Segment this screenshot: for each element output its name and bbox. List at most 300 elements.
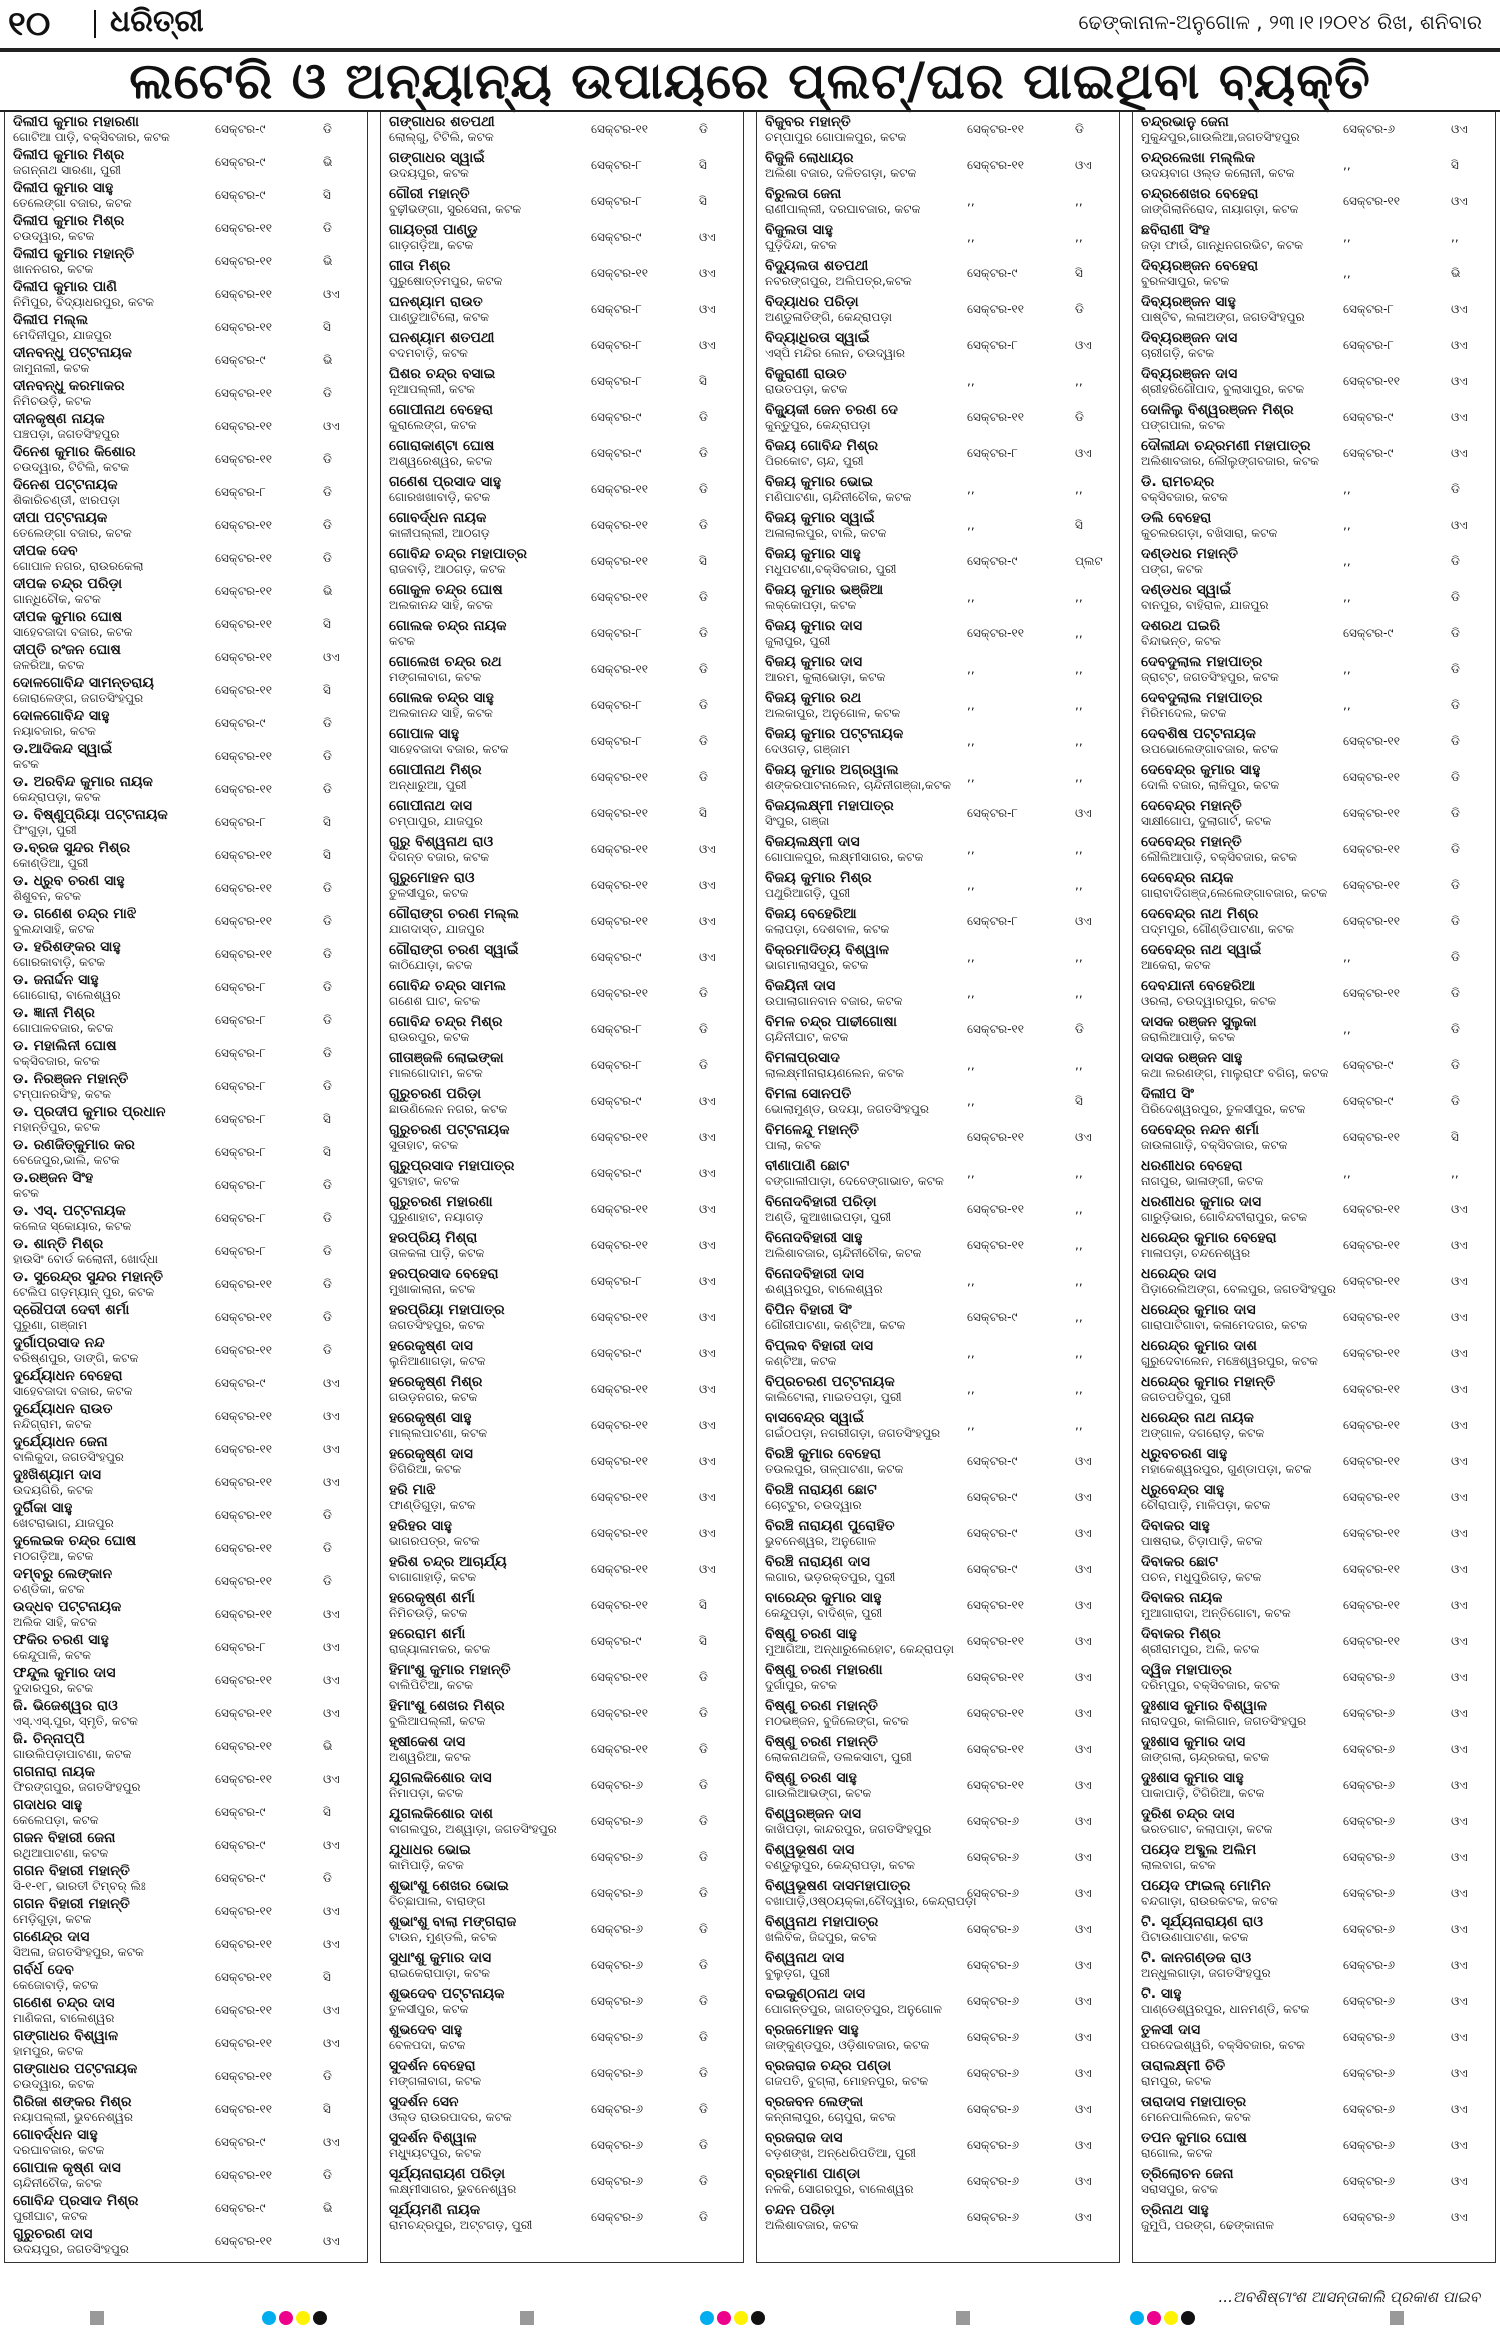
sector-number: ସେକ୍ଟର-୧୧ [967, 1742, 1024, 1756]
allottee-address: ଗୋପାଳପୁର, ଲକ୍ଷ୍ମୀସାଗର, କଟକ [765, 850, 924, 864]
sector-number: ସେକ୍ଟର-୮ [215, 1640, 266, 1654]
listing-row [381, 1876, 743, 1912]
allottee-name: ଦୁଃଶାସ କୁମାର ଦାସ [1141, 1734, 1246, 1750]
sector-number: ସେକ୍ଟର-୬ [967, 2210, 1019, 2224]
sector-number: ସେକ୍ଟର-୧୧ [1343, 1598, 1400, 1612]
sector-number: ସେକ୍ଟର-୬ [591, 1922, 643, 1936]
listing-row [757, 688, 1119, 724]
sector-number: ସେକ୍ଟର-୧୧ [967, 1238, 1024, 1252]
allottee-name: ଡ. ରଣଜିତ୍‌କୁମାର କର [13, 1137, 135, 1153]
allottee-name: ଦମ୍ବରୁ ଲେଙ୍କାନ [13, 1566, 113, 1582]
plot-category: ଓଏ [1451, 1382, 1468, 1396]
listing-row [757, 2200, 1119, 2236]
allottee-address: ବାଗାଗାହାଡ଼ି, କଟକ [389, 1570, 477, 1584]
listing-row [757, 112, 1119, 148]
allottee-address: ଟାଉନ, ମୁଣ୍ଡଲି, କଟକ [389, 1930, 498, 1944]
listing-row [757, 184, 1119, 220]
listing-row [5, 1597, 367, 1630]
page-number: ୧୦ [8, 4, 51, 44]
sector-number: ,, [967, 518, 975, 532]
allottee-name: ଦିବ୍ୟରଞ୍ଜନ ବେହେରା [1141, 258, 1259, 274]
plot-category: ଓଏ [699, 878, 716, 892]
allottee-address: ନାରାଦପୁର, କାଲିଗାନ, ଜଗତସିଂହପୁର [1141, 1714, 1307, 1728]
allottee-name: ଧରଣୀଧର କୁମାର ଦାସ [1141, 1194, 1262, 1210]
plot-category: ଡି [1451, 1022, 1460, 1036]
plot-category: ଓଏ [1075, 806, 1092, 820]
allottee-address: ଲାଲକ୍ଷ୍ମୀନାରାୟଣଲେନ, କଟକ [765, 1066, 904, 1080]
allottee-name: ବିଜୟ କୁମାର ପଟ୍ଟନାୟକ [765, 726, 904, 742]
allottee-address: ବଙ୍ଗାଲୀପାଡ଼ା, ଦେବେଙ୍ଗାଭାତ, କଟକ [765, 1174, 944, 1188]
plot-category: ଡି [323, 1541, 332, 1555]
allottee-name: ଦୀପକ ଦେବ [13, 543, 78, 559]
listing-row [1133, 616, 1495, 652]
sector-number: ସେକ୍ଟର-୧୧ [591, 1526, 648, 1540]
allottee-address: କାଠିଯୋଡ଼ା, କଟକ [389, 958, 473, 972]
allottee-name: ହରେକୃଷ୍ଣ ସାହୁ [389, 1410, 472, 1426]
sector-number: ସେକ୍ଟର-୧୧ [1343, 1274, 1400, 1288]
plot-category: ଓଏ [699, 1202, 716, 1216]
sector-number: ସେକ୍ଟର-୯ [967, 266, 1018, 280]
allottee-address: ଦରଘାବଜାର, କଟକ [13, 2143, 105, 2157]
sector-number: ,, [967, 1274, 975, 1288]
allottee-name: ବିମଳା ସୋନପତି [765, 1086, 852, 1102]
allottee-name: ବିଜୟିନୀ ଦାସ [765, 978, 836, 994]
allottee-address: ଉପଭୋଲେଙ୍ଗାବଜାର, କଟକ [1141, 742, 1279, 756]
listing-row [381, 112, 743, 148]
allottee-address: ଏସ୍‌ପି ମନ୍ଦିର ଲେନ, ଚଉଦ୍ୱାର [765, 346, 906, 360]
plot-category: ସି [323, 188, 331, 202]
allottee-name: ବିଶ୍ୱନାଥ ମହାପାତ୍ର [765, 1914, 879, 1930]
plot-category: ଓଏ [699, 1166, 716, 1180]
listing-row [757, 1948, 1119, 1984]
listing-row [757, 904, 1119, 940]
sector-number: ସେକ୍ଟର-୬ [967, 1850, 1019, 1864]
plot-category: ,, [1075, 482, 1083, 496]
allottee-address: କଥା ଲରଣଙ୍ଗ, ମାଲୁରାଫ ବଗିଚା, କଟକ [1141, 1066, 1329, 1080]
sector-number: ସେକ୍ଟର-୧୧ [215, 683, 272, 697]
allottee-address: ମୁକୁନ୍ଦପୁର,ଗାଉଲିଆ,ଜଗତସିଂହପୁର [1141, 130, 1300, 144]
allottee-name: ସୂର୍ଯ୍ୟମଣି ନାୟକ [389, 2202, 481, 2218]
sector-number: ,, [1343, 554, 1351, 568]
sector-number: ସେକ୍ଟର-୧୧ [215, 2102, 272, 2116]
plot-category: ସି [323, 2102, 331, 2116]
sector-number: ସେକ୍ଟର-୬ [1343, 1850, 1395, 1864]
plot-category: ,, [1075, 1418, 1083, 1432]
plot-category: ଓଏ [699, 1562, 716, 1576]
listing-row [381, 1696, 743, 1732]
allottee-name: ଡ. ମହାଲିନୀ ଘୋଷ [13, 1038, 117, 1054]
sector-number: ,, [967, 230, 975, 244]
allottee-address: ପାଲା, କଟକ [765, 1138, 822, 1152]
plot-category: ଓଏ [323, 1376, 340, 1390]
allottee-name: ଧ୍ରୁବଚରଣ ସାହୁ [1141, 1446, 1228, 1462]
plot-category: ଡି [699, 1994, 708, 2008]
listing-row [1133, 868, 1495, 904]
allottee-address: ବୁଲୁଡ଼ଗ, ପୁରୀ [765, 1966, 831, 1980]
allottee-name: ଦେବଶିଷ ପଟ୍ଟନାୟକ [1141, 726, 1256, 742]
allottee-address: ମାଲଗୋଦାମ, କଟକ [389, 1066, 483, 1080]
sector-number: ସେକ୍ଟର-୧୧ [591, 1382, 648, 1396]
allottee-name: ସୁଦର୍ଶନ ବେହେରା [389, 2058, 476, 2074]
sector-number: ସେକ୍ଟର-୬ [1343, 1742, 1395, 1756]
allottee-name: ବ୍ରଜବନ ଲେଙ୍କା [765, 2094, 864, 2110]
plot-category: ଓଏ [1075, 1670, 1092, 1684]
allottee-address: କଟକ [389, 634, 416, 648]
allottee-name: ବିଜୁରାଣୀ ରାଉତ [765, 366, 847, 382]
allottee-name: ଗୀତାଞ୍ଜଳି ଲୋଇଙ୍କା [389, 1050, 504, 1066]
plot-category: ଓଏ [1075, 1922, 1092, 1936]
allottee-name: ତୁଳସୀ ଦାସ [1141, 2022, 1201, 2038]
sector-number: ସେକ୍ଟର-୮ [591, 626, 642, 640]
gray-registration-mark [90, 2311, 104, 2325]
allottee-address: କୋଣ୍ଡିଆ, ପୁରୀ [13, 856, 89, 870]
allottee-address: ଚଉଦ୍ୱାର, କଟକ [13, 2077, 95, 2091]
listing-row [757, 1228, 1119, 1264]
newspaper-name: ଧରିତ୍ରୀ [110, 4, 204, 39]
plot-category: ଓଏ [1451, 446, 1468, 460]
sector-number: ସେକ୍ଟର-୯ [1343, 1094, 1394, 1108]
listing-row [1133, 364, 1495, 400]
allottee-address: ପୁରୁଣାହାଟ, ନୟାଗଡ଼ [389, 1210, 484, 1224]
sector-number: ସେକ୍ଟର-୧୧ [967, 302, 1024, 316]
allottee-name: ଦିଲୀପ କୁମାର ସାହୁ [13, 180, 114, 196]
sector-number: ,, [1343, 158, 1351, 172]
plot-category: ଓଏ [1075, 2102, 1092, 2116]
sector-number: ସେକ୍ଟର-୧୧ [215, 518, 272, 532]
allottee-name: ଗଙ୍ଗାଧର ଶତପଥୀ [389, 114, 495, 130]
allottee-address: ଚଉଦ୍ୱାର, ଟିଟିଲି, କଟକ [13, 460, 130, 474]
allottee-address: ଜଳରିଆ, କଟକ [13, 658, 85, 672]
listing-row [381, 580, 743, 616]
sector-number: ସେକ୍ଟର-୮ [591, 302, 642, 316]
allottee-name: ବ୍ରହ୍ମାଣ ପାଣ୍ଡା [765, 2166, 861, 2182]
listing-row [5, 2026, 367, 2059]
allottee-name: ଚନ୍ଦନ ପରିଡ଼ା [765, 2202, 835, 2218]
listing-row [381, 2020, 743, 2056]
listing-row [5, 1531, 367, 1564]
allottee-address: ନିମିପୁର, ବିଦ୍ୟାଧରପୁର, କଟକ [13, 295, 154, 309]
listing-row [1133, 472, 1495, 508]
allottee-address: ଚୋଟ୍ଟୁର, ଚଉଦ୍ୱାର [765, 1498, 862, 1512]
allottee-name: ଦେବେନ୍ଦ୍ର ମହାନ୍ତି [1141, 834, 1242, 850]
listing-row [757, 832, 1119, 868]
listing-row [381, 508, 743, 544]
sector-number: ସେକ୍ଟର-୮ [215, 485, 266, 499]
allottee-name: ଦିବାକର ଛୋଟ [1141, 1554, 1218, 1570]
listing-row [1133, 1984, 1495, 2020]
allottee-address: କେନ୍ଦ୍ରାପଡ଼ା, କଟକ [13, 790, 101, 804]
allottee-address: ନିମିଚଉଡ଼ି, କଟକ [13, 394, 92, 408]
allottee-address: ଗୁରୁଦେବାଲେନ, ମଞ୍ଚେଶ୍ୱରପୁର, କଟକ [1141, 1354, 1318, 1368]
listing-row [5, 904, 367, 937]
listing-row [5, 1234, 367, 1267]
allottee-address: ଦରିମ୍ପୁର, ବକ୍ସିବଜାର, କଟକ [1141, 1678, 1280, 1692]
black-dot [1181, 2311, 1195, 2325]
sector-number: ସେକ୍ଟର-୧୧ [215, 947, 272, 961]
sector-number: ,, [967, 1166, 975, 1180]
allottee-name: ଚନ୍ଦ୍ରଶେଖର ବେହେରା [1141, 186, 1259, 202]
plot-category: ଡି [699, 446, 708, 460]
sector-number: ,, [967, 1346, 975, 1360]
listing-row [5, 277, 367, 310]
listing-row [5, 1366, 367, 1399]
listing-row [1133, 1264, 1495, 1300]
sector-number: ସେକ୍ଟର-୬ [1343, 1958, 1395, 1972]
yellow-dot [734, 2311, 748, 2325]
listing-row [5, 1432, 367, 1465]
allottee-address: ଗାଡ଼ଗଡ଼ିଆ, କଟକ [389, 238, 474, 252]
allottee-address: ଶ୍ରୀହରିଗୌପାଦ, ବୁଲାସାପୁର, କଟକ [1141, 382, 1305, 396]
allottee-name: ବିରୁଲତା ଜେନା [765, 186, 842, 202]
color-registration-marks [700, 2311, 765, 2325]
cyan-dot [700, 2311, 714, 2325]
sector-number: ସେକ୍ଟର-୧୧ [967, 158, 1024, 172]
allottee-name: ଡ. ଧ୍ରୁବ ଚରଣ ସାହୁ [13, 873, 125, 889]
listing-row [381, 2164, 743, 2200]
listing-row [757, 2056, 1119, 2092]
allottee-address: ଭୋଲାମୁଣ୍ଡ, ଉଦୟା, ଜଗତସିଂହପୁର [765, 1102, 929, 1116]
allottee-name: ବିଜୁଳି ଲୋଧାୟର [765, 150, 854, 166]
plot-category: ଓଏ [1451, 1634, 1468, 1648]
sector-number: ,, [967, 482, 975, 496]
sector-number: ସେକ୍ଟର-୬ [591, 1886, 643, 1900]
allottee-name: ହରିହର ସାହୁ [389, 1518, 452, 1534]
allottee-name: ବାରେନ୍ଦ୍ର କୁମାର ସାହୁ [765, 1590, 882, 1606]
sector-number: ସେକ୍ଟର-୬ [1343, 1778, 1395, 1792]
plot-category: ଓଏ [1075, 914, 1092, 928]
plot-category: ,, [1451, 230, 1459, 244]
allottee-name: ଦିଲୀପ କୁମାର ମିଶ୍ର [13, 147, 125, 163]
allottee-address: ଚୌରାପାଡ଼ି, ମାଳିପଡ଼ା, କଟକ [1141, 1498, 1271, 1512]
allottee-name: ଦୌଲୀନ୍ଦା ଚନ୍ଦ୍ରମଣୀ ମହାପାତ୍ର [1141, 438, 1311, 454]
listing-row [381, 940, 743, 976]
sector-number: ସେକ୍ଟର-୮ [215, 1244, 266, 1258]
allottee-address: ଆରମ, କୁଲାଭୋଡ଼ା, କଟକ [765, 670, 886, 684]
plot-category: ଭି [323, 353, 333, 367]
sector-number: ସେକ୍ଟର-୧୧ [1343, 842, 1400, 856]
allottee-address: କଲେଜ ସ୍କୋୟାର, କଟକ [13, 1219, 132, 1233]
sector-number: ସେକ୍ଟର-୮ [591, 194, 642, 208]
listing-row [757, 1444, 1119, 1480]
plot-category: ଓଏ [323, 1904, 340, 1918]
plot-category: ,, [1075, 1202, 1083, 1216]
sector-number: ସେକ୍ଟର-୬ [1343, 122, 1395, 136]
allottee-name: ଗୌରୀ ମହାନ୍ତି [389, 186, 470, 202]
sector-number: ସେକ୍ଟର-୯ [1343, 446, 1394, 460]
plot-category: ,, [1075, 374, 1083, 388]
plot-category: ,, [1451, 1166, 1459, 1180]
allottee-address: ଜାଙ୍ଗଲା, ଚାନ୍ଦ୍ରକରା, କଟକ [1141, 1750, 1270, 1764]
sector-number: ସେକ୍ଟର-୧୧ [591, 1418, 648, 1432]
sector-number: ,, [967, 1058, 975, 1072]
sector-number: ସେକ୍ଟର-୧୧ [215, 1706, 272, 1720]
allottee-address: ଉଦୟପୁର, କଟକ [389, 166, 469, 180]
plot-category: ସି [323, 848, 331, 862]
listing-row [5, 244, 367, 277]
sector-number: ସେକ୍ଟର-୯ [591, 1166, 642, 1180]
plot-category: ଡି [323, 1277, 332, 1291]
sector-number: ସେକ୍ଟର-୧୧ [591, 986, 648, 1000]
page-headline: ଲଟେରି ଓ ଅନ୍ୟାନ୍ୟ ଉପାୟରେ ପ୍ଲଟ୍/ଘର ପାଇଥିବା ବ୍ୟକ୍ତି [129, 52, 1371, 110]
sector-number: ସେକ୍ଟର-୯ [591, 410, 642, 424]
allottee-name: ଦୁର୍ଯ୍ୟୋଧନ ରାଉତ [13, 1401, 113, 1417]
allottee-address: କନ୍ନାଲାପୁର, ଚୋପୁରା, କଟକ [765, 2110, 896, 2124]
sector-number: ସେକ୍ଟର-୧୧ [215, 1541, 272, 1555]
allottee-address: କେଜୋବାଡ଼ି, କଟକ [13, 1978, 99, 1992]
allottee-name: ଦେବେନ୍ଦ୍ର ମହାନ୍ତି [1141, 798, 1242, 814]
plot-category: ଓଏ [1451, 1850, 1468, 1864]
sector-number: ସେକ୍ଟର-୧୧ [967, 1670, 1024, 1684]
listing-row [381, 2128, 743, 2164]
listing-row [381, 256, 743, 292]
plot-category: ସି [323, 1145, 331, 1159]
allottee-name: ଗୁରୁଚରଣ ପରିଡ଼ା [389, 1086, 482, 1102]
plot-category: ଡି [699, 2210, 708, 2224]
sector-number: ସେକ୍ଟର-୧୧ [591, 266, 648, 280]
allottee-address: ମେନେପାଲିଲେନ, କଟକ [1141, 2110, 1251, 2124]
listing-row [381, 976, 743, 1012]
allottee-address: ଈଶ୍ୱରପୁର, ବାଲେଶ୍ୱର [765, 1282, 883, 1296]
allottee-name: ଗୁରୁ ବିଶ୍ୱନାଥ ରାଓ [389, 834, 494, 850]
listing-row [5, 805, 367, 838]
plot-category: ଓଏ [699, 1454, 716, 1468]
allottee-name: ଦୀପା ପଟ୍ଟନାୟକ [13, 510, 108, 526]
sector-number: ,, [967, 194, 975, 208]
listing-row [1133, 1228, 1495, 1264]
allottee-address: ଗାନ୍ଧିଚୌକ, କଟକ [13, 592, 101, 606]
allottee-name: ବ୍ରଜରାଜ ଚନ୍ଦ୍ର ପଣ୍ଡା [765, 2058, 892, 2074]
plot-category: ଓଏ [1075, 2210, 1092, 2224]
sector-number: ସେକ୍ଟର-୬ [591, 1850, 643, 1864]
allottee-address: ବିଚ୍ଛାପାଲ, ବାରାଙ୍ଗ [389, 1894, 486, 1908]
allottee-address: ଜୁମୁପି, ପରଙ୍ଗ, ଢେଙ୍କାନାଳ [1141, 2218, 1274, 2232]
listing-row [1133, 1120, 1495, 1156]
plot-category: ଭି [323, 254, 333, 268]
allottee-address: ନିମିଚଉଡ଼ି, କଟକ [389, 1606, 468, 1620]
sector-number: ସେକ୍ଟର-୧୧ [215, 1739, 272, 1753]
listing-row [1133, 220, 1495, 256]
sector-number: ସେକ୍ଟର-୧୧ [591, 770, 648, 784]
allottee-address: ଅଲକାପୁର, ଅନୁଗୋଳ, କଟକ [765, 706, 901, 720]
allottee-address: ନୟାପଲ୍ଲୀ, ଭୁବନେଶ୍ୱର [13, 2110, 133, 2124]
plot-category: ,, [1075, 626, 1083, 640]
listing-row [5, 1102, 367, 1135]
allottee-name: ଗୌରାଙ୍ଗ ଚରଣ ସ୍ୱାଇଁ [389, 942, 519, 958]
allottee-address: ନୂଆପଲ୍ଲୀ, କଟକ [389, 382, 476, 396]
allottee-address: ଲକ୍ଷ୍ମୀସାଗର, ଭୁବନେଶ୍ୱର [389, 2182, 517, 2196]
allottee-address: ମିରିମଦେଲ, କଟକ [1141, 706, 1227, 720]
allottee-name: ଟି. ସାହୁ [1141, 1986, 1182, 2002]
allottee-address: ନବରଙ୍ଗପୁର, ଅଲିପତ୍ର,କଟକ [765, 274, 912, 288]
sector-number: ସେକ୍ଟର-୧୧ [967, 1706, 1024, 1720]
listing-row [1133, 2056, 1495, 2092]
sector-number: ସେକ୍ଟର-୬ [591, 2210, 643, 2224]
allottee-name: ଦେବଦୁଲାଲ ମହାପାତ୍ର [1141, 654, 1263, 670]
listing-row [1133, 1660, 1495, 1696]
allottee-name: ଗୋବିନ୍ଦ ଚନ୍ଦ୍ର ମିଶ୍ର [389, 1014, 503, 1030]
listing-row [757, 796, 1119, 832]
listing-row [757, 472, 1119, 508]
listing-row [757, 1300, 1119, 1336]
allottee-address: ନାଗପୁର, ଭାଳାଙ୍ଗୀ, କଟକ [1141, 1174, 1264, 1188]
listing-row [5, 1927, 367, 1960]
allottee-name: ଗୋଲକ ଚନ୍ଦ୍ର ନାୟକ [389, 618, 507, 634]
allottee-name: ଦୁଃଖିଶ୍ୟାମ ଦାସ [13, 1467, 102, 1483]
plot-category: ଓଏ [1451, 1598, 1468, 1612]
sector-number: ସେକ୍ଟର-୯ [215, 188, 266, 202]
plot-category: ଡି [323, 749, 332, 763]
listing-column-2 [380, 112, 744, 2263]
allottee-name: ଟି. ସୂର୍ଯ୍ୟନାରାୟଣ ରାଓ [1141, 1914, 1264, 1930]
sector-number: ସେକ୍ଟର-୧୧ [215, 1475, 272, 1489]
allottee-address: କାଲିଟୋଲା, ମାଇତପଡ଼ା, ପୁରୀ [765, 1390, 902, 1404]
allottee-address: ନୟାବଜାର, କଟକ [13, 724, 96, 738]
allottee-address: ତୁଳସୀପୁର, କଟକ [389, 2002, 469, 2016]
plot-category: ଡି [1451, 734, 1460, 748]
plot-category: ,, [1075, 1166, 1083, 1180]
sector-number: ସେକ୍ଟର-୧୧ [215, 650, 272, 664]
allottee-address: ଜୋରାଳେଙ୍ଗ, ଜଗତସିଂହପୁର [13, 691, 144, 705]
allottee-address: ମାଳାପଡ଼ା, ଚନ୍ଦନେଶ୍ୱର [1141, 1246, 1251, 1260]
plot-category: ଡି [1451, 698, 1460, 712]
allottee-address: ବୁରଳସାପୁର, କଟକ [1141, 274, 1230, 288]
plot-category: ଓଏ [1075, 1706, 1092, 1720]
plot-category: ଓଏ [699, 842, 716, 856]
plot-category: ଡି [699, 1958, 708, 1972]
allottee-name: ବିମଳ ଚନ୍ଦ୍ର ପାଢୀଗୋଷା [765, 1014, 897, 1030]
sector-number: ସେକ୍ଟର-୮ [215, 1079, 266, 1093]
plot-category: ଡି [699, 2138, 708, 2152]
allottee-address: ମଙ୍ଗଳାବାଗ, କଟକ [389, 2074, 482, 2088]
plot-category: ଓଏ [1451, 1670, 1468, 1684]
plot-category: ସି [699, 194, 707, 208]
allottee-name: ବିନୋଦବିହାରୀ ସାହୁ [765, 1230, 863, 1246]
allottee-address: ଶିକାରିଚଣ୍ଡୀ, ଝାରପଡ଼ା [13, 493, 120, 507]
allottee-address: ଭୁବନେଶ୍ୱର, ଅନୁଗୋଳ [765, 1534, 876, 1548]
listing-row [381, 1156, 743, 1192]
listing-row [1133, 1876, 1495, 1912]
plot-category: ଓଏ [1075, 2066, 1092, 2080]
sector-number: ସେକ୍ଟର-୧୧ [1343, 914, 1400, 928]
sector-number: ସେକ୍ଟର-୧୧ [1343, 1238, 1400, 1252]
allottee-name: ଗୋବର୍ଦ୍ଧନ ନାୟକ [389, 510, 487, 526]
plot-category: ,, [1075, 230, 1083, 244]
listing-row [5, 2092, 367, 2125]
allottee-address: ହାମପୁର, କଟକ [13, 2044, 84, 2058]
allottee-address: ସରାସପୁର, କଟକ [1141, 2182, 1218, 2196]
allottee-address: ଗଜପତି, ବୁଗ୍‌ଲା, ମୋହନପୁର, କଟକ [765, 2074, 929, 2088]
sector-number: ସେକ୍ଟର-୧୧ [215, 1310, 272, 1324]
listing-row [5, 1630, 367, 1663]
allottee-name: ଡ. ସୁରେନ୍ଦ୍ର ସୁନ୍ଦର ମହାନ୍ତି [13, 1269, 163, 1285]
sector-number: ସେକ୍ଟର-୮ [967, 446, 1018, 460]
plot-category: ଓଏ [1075, 1634, 1092, 1648]
sector-number: ସେକ୍ଟର-୬ [967, 2102, 1019, 2116]
allottee-address: ସି-୧-୧୮, ଭାରତୀ ଟିମ୍ବର୍ ଲିଃ [13, 1879, 146, 1893]
allottee-address: ମଙ୍ଗଳାବାଗ, କଟକ [389, 670, 482, 684]
allottee-name: ସୂର୍ଯ୍ୟନାରାୟଣ ପରିଡ଼ା [389, 2166, 506, 2182]
sector-number: ସେକ୍ଟର-୧୧ [1343, 1562, 1400, 1576]
allottee-address: ସାହେବଜାଦା ବଜାର, କଟକ [389, 742, 509, 756]
plot-category: ଓଏ [323, 1409, 340, 1423]
listing-row [1133, 1300, 1495, 1336]
listing-row [5, 871, 367, 904]
allottee-name: ତ୍ରିନାଥ ସାହୁ [1141, 2202, 1209, 2218]
allottee-address: ମୁଖାକାଲାନା, କଟକ [389, 1282, 476, 1296]
sector-number: ସେକ୍ଟର-୧୧ [1343, 1202, 1400, 1216]
plot-category: ଓଏ [1451, 1742, 1468, 1756]
listing-row [757, 1372, 1119, 1408]
